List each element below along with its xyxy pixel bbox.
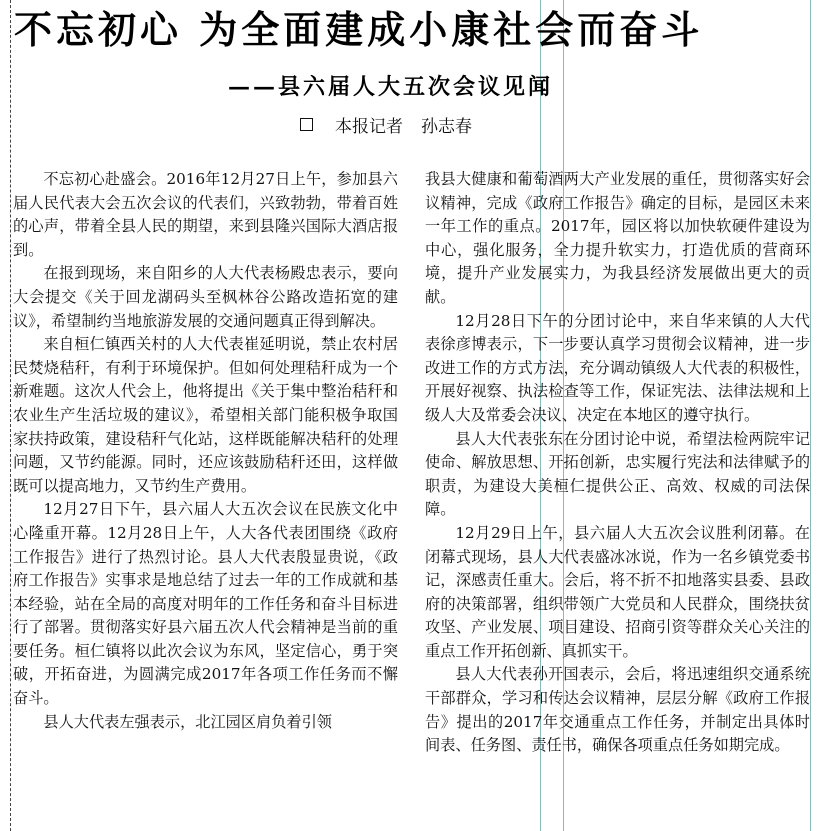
article-paragraph: 12月29日上午，县六届人大五次会议胜利闭幕。在闭幕式现场，县人大代表盛冰冰说，作为一名乡镇党委书记，深感责任重大。会后，将不折不扣地落实县委、县政府的决策部署，组织带领广大党员和人民群众，围绕扶贫攻坚、产业发展、项目建设、招商引资等群众关心关注的重点工作开拓创新、真抓实干。 <box>425 523 810 660</box>
article-paragraph: 不忘初心赴盛会。2016年12月27日上午，参加县六届人民代表大会五次会议的代表们，兴致勃勃，带着百姓的心声，带着全县人民的期望，来到县隆兴国际大酒店报到。 <box>13 170 398 259</box>
byline-author: 孙志春 <box>421 117 472 137</box>
article-paragraph: 县人大代表张东在分团讨论中说，希望法检两院牢记使命、解放思想、开拓创新，忠实履行宪法和法律赋予的职责，为建设大美桓仁提供公正、高效、权威的司法保障。 <box>425 429 810 519</box>
byline-label: 本报记者 <box>335 117 403 137</box>
column-guide-line <box>810 0 811 831</box>
article-paragraph: 12月28日下午的分团讨论中，来自华来镇的人大代表徐彦博表示，下一步要认真学习贯彻会议精神，进一步改进工作的方式方法，充分调动镇级人大代表的积极性，开展好视察、执法检查等工作，保证宪法、法律法规和上级人大及常委会决议、决定在本地区的遵守执行。 <box>425 311 810 424</box>
article-paragraph: 县人大代表左强表示，北江园区肩负着引领 <box>43 712 332 731</box>
article-paragraph: 来自桓仁镇西关村的人大代表崔延明说，禁止农村居民焚烧秸秆，有利于环境保护。但如何处理秸秆成为一个新难题。这次人代会上，他将提出《关于集中整治秸秆和农业生产生活垃圾的建议》，希望相关部门能积极争取国家扶持政策，建设秸秆气化站，这样既能解决秸秆的处理问题，又节约能源。同时，还应该鼓励秸秆还田，这样做既可以提高地力，又节约生产费用。 <box>13 335 398 495</box>
article-paragraph: 12月27日下午，县六届人大五次会议在民族文化中心隆重开幕。12月28日上午，人大各代表团围绕《政府工作报告》进行了热烈讨论。县人大代表殷显贵说，《政府工作报告》实事求是地总结了过去一年的工作成就和基本经验，站在全局的高度对明年的工作任务和奋斗目标进行了部署。贯彻落实好县六届五次人代会精神是当前的重要任务。桓仁镇将以此次会议为东风，坚定信心，勇于突破，开拓奋进，为圆满完成2017年各项工作任务而不懈奋斗。 <box>13 500 398 708</box>
article-column-right <box>425 168 810 758</box>
headline-title: 不忘初心 为全面建成小康社会而奋斗 <box>14 7 704 52</box>
article-paragraph-continued: 我县大健康和葡萄酒两大产业发展的重任，贯彻落实好会议精神，完成《政府工作报告》确定的目标，是园区未来一年工作的重点。2017年，园区将以加快软硬件建设为中心，强化服务，全力提升软实力，打造优质的营商环境，提升产业发展实力，为我县经济发展做出更大的贡献。 <box>425 170 810 306</box>
byline <box>300 114 472 140</box>
square-bullet-icon <box>300 118 313 131</box>
dashed-margin-line <box>10 0 11 831</box>
article-column-left <box>13 168 398 734</box>
article-paragraph: 县人大代表孙开国表示，会后，将迅速组织交通系统干部群众，学习和传达会议精神，层层分解《政府工作报告》提出的2017年交通重点工作任务，并制定出具体时间表、任务图、责任书，确保各项重点任务如期完成。 <box>425 665 810 755</box>
article-paragraph: 在报到现场，来自阳乡的人大代表杨殿忠表示，要向大会提交《关于回龙湖码头至枫林谷公路改造拓宽的建议》，希望制约当地旅游发展的交通问题真正得到解决。 <box>13 264 398 330</box>
headline-subtitle: ——县六届人大五次会议见闻 <box>228 74 554 100</box>
